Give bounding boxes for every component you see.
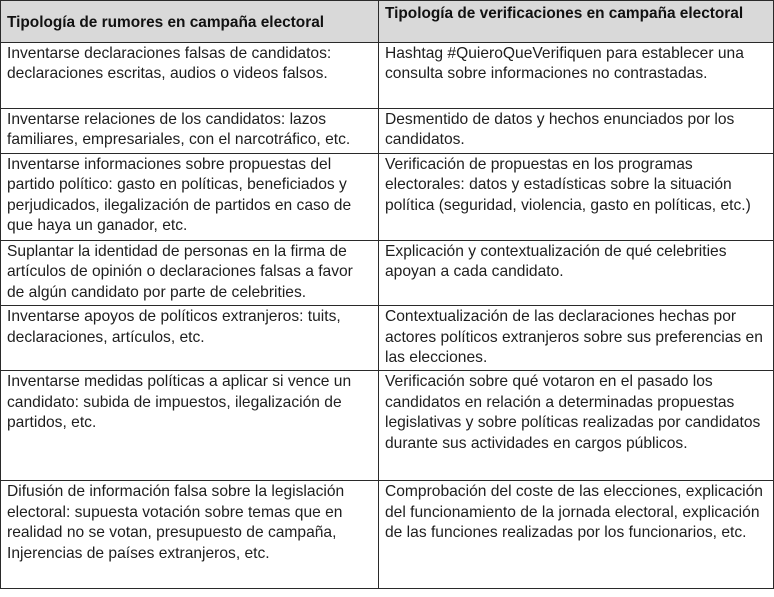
rumor-cell: Inventarse apoyos de políticos extranjeros: tuits, declaraciones, artículos, etc. <box>1 306 379 371</box>
table-header <box>1 1 774 43</box>
table-row <box>1 109 774 154</box>
verificacion-cell: Explicación y contextualización de qué celebrities apoyan a cada candidato. <box>379 241 774 306</box>
rumor-cell: Inventarse relaciones de los candidatos: lazos familiares, empresariales, con el narcotráfico, etc. <box>1 109 379 154</box>
table-row <box>1 154 774 241</box>
table-row <box>1 241 774 306</box>
verificacion-cell: Verificación de propuestas en los programas electorales: datos y estadísticas sobre la situación política (seguridad, violencia, gasto en políticas, etc.) <box>379 154 774 241</box>
table-body <box>1 43 774 589</box>
rumor-cell: Inventarse informaciones sobre propuestas del partido político: gasto en políticas, beneficiados y perjudicados, ilegalización de partidos en caso de que haya un ganador, etc. <box>1 154 379 241</box>
verificacion-cell: Comprobación del coste de las elecciones, explicación del funcionamiento de la jornada electoral, explicación de las funciones realizadas por los funcionarios, etc. <box>379 481 774 589</box>
verificacion-cell: Desmentido de datos y hechos enunciados por los candidatos. <box>379 109 774 154</box>
rumor-cell: Inventarse medidas políticas a aplicar si vence un candidato: subida de impuestos, ilegalización de partidos, etc. <box>1 371 379 481</box>
header-row <box>1 1 774 43</box>
rumor-cell: Inventarse declaraciones falsas de candidatos: declaraciones escritas, audios o videos falsos. <box>1 43 379 109</box>
verificacion-cell: Verificación sobre qué votaron en el pasado los candidatos en relación a determinadas propuestas legislativas y sobre políticas realizadas por candidatos durante sus actividades en cargos públicos. <box>379 371 774 481</box>
table-row <box>1 371 774 481</box>
table-row <box>1 43 774 109</box>
rumor-cell: Suplantar la identidad de personas en la firma de artículos de opinión o declaraciones falsas a favor de algún candidato por parte de celebrities. <box>1 241 379 306</box>
table-row <box>1 306 774 371</box>
table-row <box>1 481 774 589</box>
verificacion-cell: Contextualización de las declaraciones hechas por actores políticos extranjeros sobre sus preferencias en las elecciones. <box>379 306 774 371</box>
rumor-cell: Difusión de información falsa sobre la legislación electoral: supuesta votación sobre temas que en realidad no se votan, presupuesto de campaña, Injerencias de países extranjeros, etc. <box>1 481 379 589</box>
header-rumores: Tipología de rumores en campaña electoral <box>1 1 379 43</box>
verificacion-cell: Hashtag #QuieroQueVerifiquen para establecer una consulta sobre informaciones no contrastadas. <box>379 43 774 109</box>
header-verificaciones: Tipología de verificaciones en campaña electoral <box>379 1 774 43</box>
